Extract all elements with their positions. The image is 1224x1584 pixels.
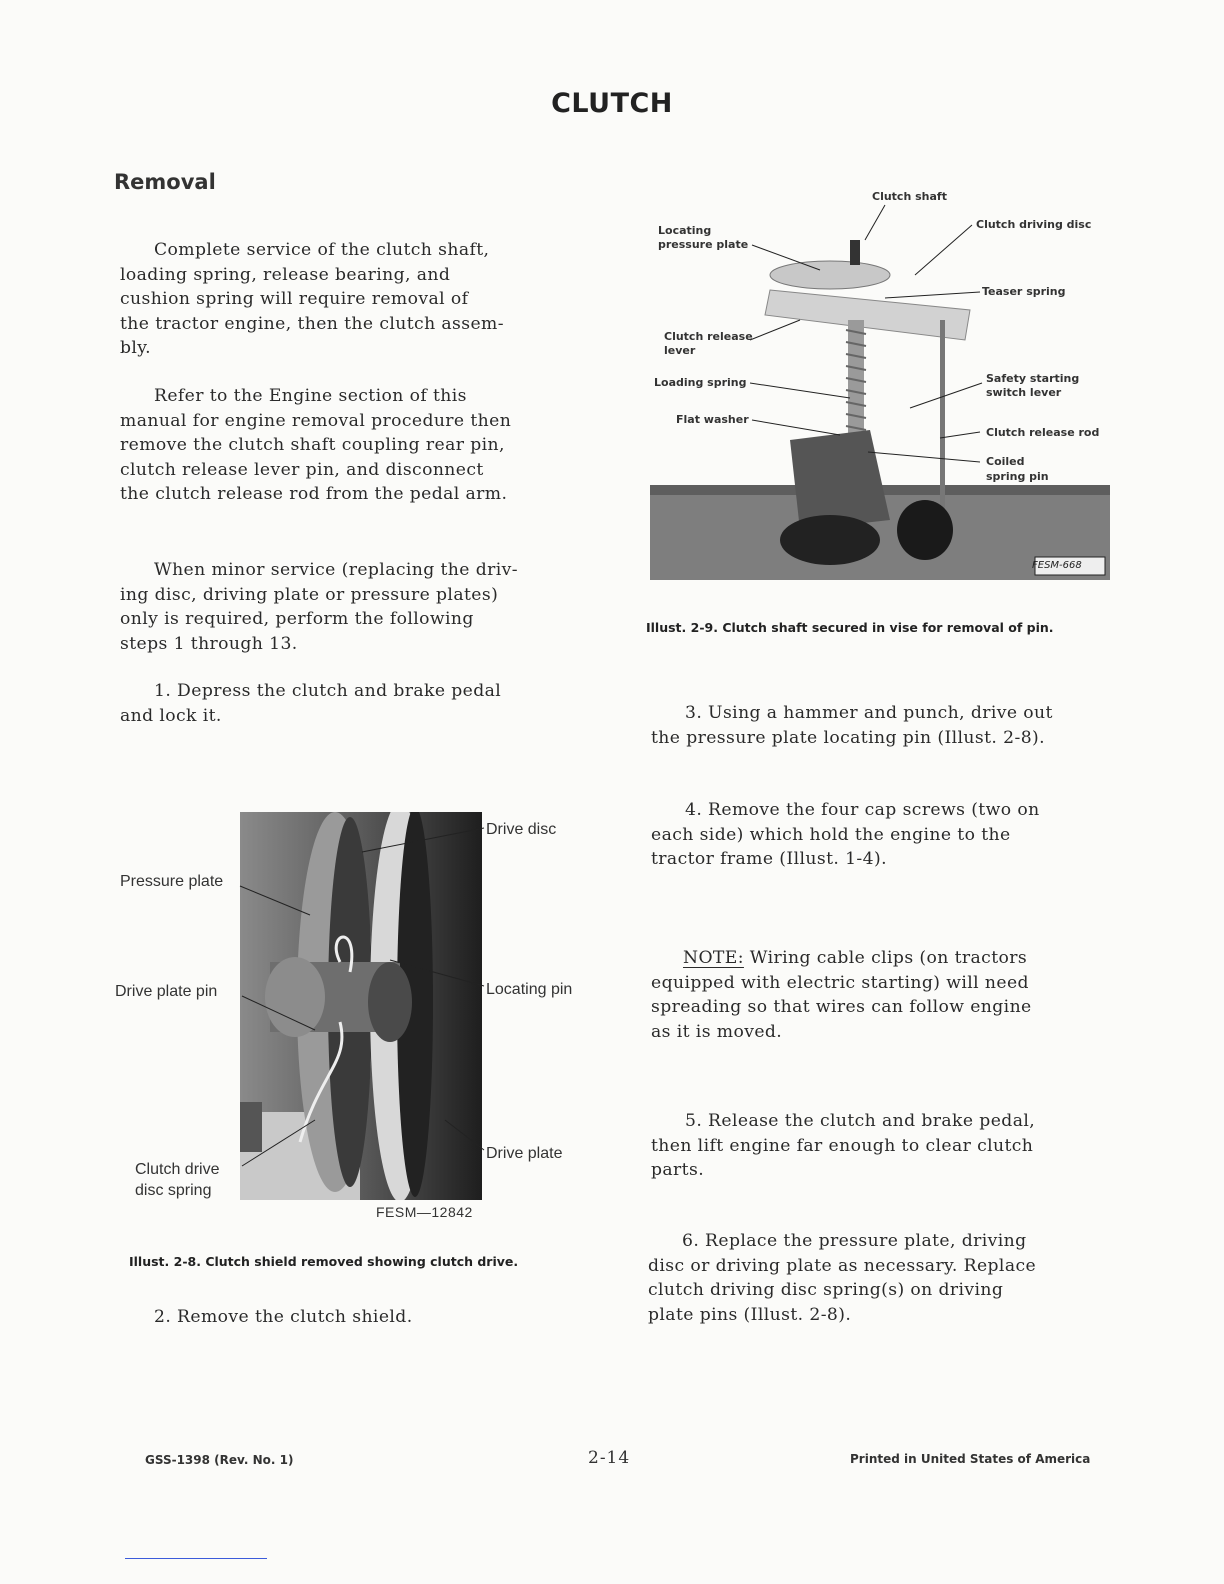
label-clutch-driving-disc: Clutch driving disc	[976, 218, 1092, 231]
label-flat-washer: Flat washer	[676, 413, 749, 426]
label-loading-spring: Loading spring	[654, 376, 747, 389]
figure-2-9	[640, 180, 1120, 590]
figure-2-9-code: FESM-668	[1032, 560, 1082, 571]
figure-2-8	[100, 800, 620, 1240]
label-clutch-drive-disc-spring-2: disc spring	[135, 1182, 212, 1199]
engine-removal-paragraph: Refer to the Engine section of this manual for engine removal procedure then remove the clutch shaft coupling rear pin, clutch release lever pin, and disconnect the clutch release rod from the pedal arm.	[120, 386, 512, 505]
step-4: 4. Remove the four cap screws (two on each side) which hold the engine to the tractor frame (Illust. 1-4).	[651, 800, 1040, 870]
label-locating-pressure-plate-2: pressure plate	[658, 238, 749, 251]
label-drive-disc: Drive disc	[486, 821, 557, 838]
step-3: 3. Using a hammer and punch, drive out the pressure plate locating pin (Illust. 2-8).	[651, 703, 1053, 748]
intro-paragraph: Complete service of the clutch shaft, loading spring, release bearing, and cushion spring will require removal of the tractor engine, then the clutch assem- bly.	[120, 240, 504, 359]
label-locating-pressure-plate-1: Locating	[658, 224, 712, 237]
label-locating-pin: Locating pin	[486, 981, 573, 998]
step-5: 5. Release the clutch and brake pedal, then lift engine far enough to clear clutch parts.	[651, 1111, 1036, 1181]
label-clutch-release-rod: Clutch release rod	[986, 426, 1100, 439]
label-teaser-spring: Teaser spring	[982, 285, 1066, 298]
page-title: CLUTCH	[551, 88, 673, 119]
figure-2-9-caption: Illust. 2-9. Clutch shaft secured in vise for removal of pin.	[646, 620, 1054, 635]
footer-page-number: 2-14	[588, 1448, 631, 1468]
minor-service-paragraph: When minor service (replacing the driv- ing disc, driving plate or pressure plates) only is required, perform the following steps 1 through 13.	[120, 560, 518, 654]
label-pressure-plate: Pressure plate	[120, 873, 224, 890]
label-clutch-shaft: Clutch shaft	[872, 190, 947, 203]
label-clutch-release-lever-1: Clutch release	[664, 330, 753, 343]
label-safety-starting-2: switch lever	[986, 386, 1062, 399]
step-6: 6. Replace the pressure plate, driving disc or driving plate as necessary. Replace clutch driving disc spring(s) on driving plate pins (Illust. 2-8).	[648, 1231, 1037, 1325]
section-heading: Removal	[114, 170, 216, 194]
step-1: 1. Depress the clutch and brake pedal and lock it.	[120, 681, 502, 726]
label-drive-plate-pin: Drive plate pin	[115, 983, 218, 1000]
label-safety-starting-1: Safety starting	[986, 372, 1080, 385]
bottom-rule	[125, 1558, 267, 1559]
label-clutch-drive-disc-spring-1: Clutch drive	[135, 1161, 220, 1178]
label-coiled-spring-pin-1: Coiled	[986, 455, 1025, 468]
figure-2-8-code: FESM—12842	[376, 1204, 473, 1220]
footer-printed-in: Printed in United States of America	[850, 1452, 1091, 1466]
figure-2-8-caption: Illust. 2-8. Clutch shield removed showing clutch drive.	[129, 1254, 519, 1269]
step-2: 2. Remove the clutch shield.	[154, 1307, 413, 1327]
footer-document-id: GSS-1398 (Rev. No. 1)	[145, 1453, 294, 1467]
note-text: Wiring cable clips (on tractors equipped with electric starting) will need spreading so that wires can follow engine as it is moved.	[651, 948, 1032, 1042]
label-clutch-release-lever-2: lever	[664, 344, 696, 357]
note-paragraph	[651, 946, 1141, 1044]
label-coiled-spring-pin-2: spring pin	[986, 470, 1049, 483]
note-label: NOTE:	[683, 948, 744, 968]
label-drive-plate: Drive plate	[486, 1145, 563, 1162]
